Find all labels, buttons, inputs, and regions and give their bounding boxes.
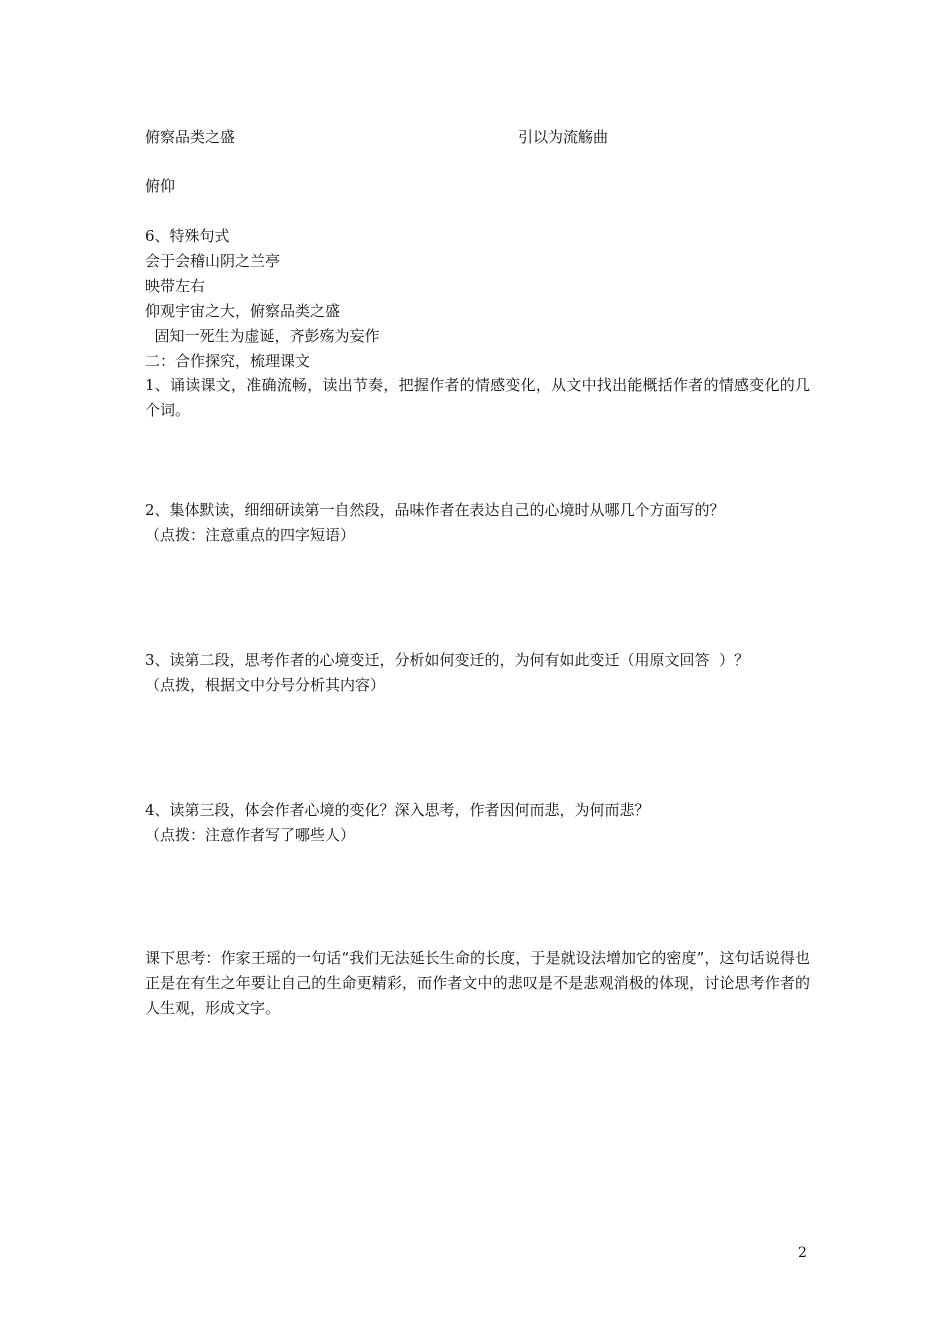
question-4-hint: （点拨：注意作者写了哪些人） bbox=[145, 826, 356, 844]
question-2-hint: （点拨：注意重点的四字短语） bbox=[145, 526, 356, 544]
section6-item: 映带左右 bbox=[145, 277, 206, 295]
part2-heading: 二：合作探究，梳理课文 bbox=[145, 352, 311, 370]
question-3: 3、读第二段，思考作者的心境变迁，分析如何变迁的，为何有如此变迁（用原文回答 ）？ bbox=[145, 651, 750, 669]
question-4: 4、读第三段，体会作者心境的变化？深入思考，作者因何而悲，为何而悲？ bbox=[145, 801, 650, 819]
vocab-left: 俯察品类之盛 bbox=[145, 128, 236, 146]
vocab-right: 引以为流觞曲 bbox=[518, 128, 609, 146]
question-3-hint: （点拨，根据文中分号分析其内容） bbox=[145, 676, 386, 694]
vocab-single: 俯仰 bbox=[145, 177, 176, 195]
question-2: 2、集体默读，细细研读第一自然段，品味作者在表达自己的心境时从哪几个方面写的？ bbox=[145, 501, 725, 519]
section6-item: 仰观宇宙之大，俯察品类之盛 bbox=[145, 302, 341, 320]
section6-item: 固知一死生为虚诞，齐彭殇为妄作 bbox=[145, 327, 380, 345]
section6-item: 会于会稽山阴之兰亭 bbox=[145, 252, 281, 270]
section6-heading: 6、特殊句式 bbox=[145, 227, 230, 245]
homework-paragraph: 课下思考：作家王瑶的一句话“我们无法延长生命的长度，于是就设法增加它的密度”，这句话说得也正是在有生之年要让自己的生命更精彩，而作者文中的悲叹是不是悲观消极的体现，讨论思考作者的人生观，形成文字。 bbox=[145, 949, 810, 1017]
page-number: 2 bbox=[798, 1245, 807, 1261]
question-1: 1、诵读课文，准确流畅，读出节奏，把握作者的情感变化，从文中找出能概括作者的情感变化的几个词。 bbox=[145, 376, 810, 419]
